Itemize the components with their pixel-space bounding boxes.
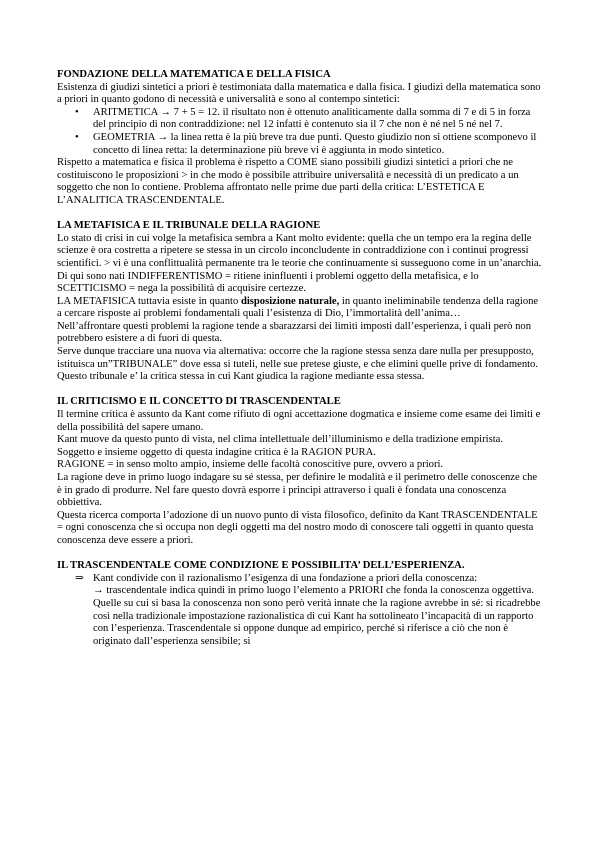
text-span: LA METAFISICA tuttavia esiste in quanto: [57, 295, 241, 307]
sub-paragraph: → trascendentale indica quindi in primo luogo l’elemento a PRIORI che fonda la conoscenza oggettiva. Quelle su cui si basa la conoscenza non sono però verità innate che la ragione avrebbe in sé: si ricadrebbe così nella tradizionale impostazione razionalistica di cui Kant ha sottolineato l’incapacità di un rapporto con l’esperienza. Trascendentale si oppone dunque ad empirico, perché si riferisce a ciò che non è originato dall’esperienza sensibile; si: [93, 585, 541, 647]
paragraph: Serve dunque tracciare una nuova via alternativa: occorre che la ragione stessa senza dare nulla per presupposto, istituisca un”TRIBUNALE” dove essa si tuteli, nelle sue pretese giuste, e che elimini quelle prive di fondamento.: [57, 346, 539, 370]
list-item: [57, 107, 543, 132]
paragraph: Lo stato di crisi in cui volge la metafisica sembra a Kant molto evidente: quella che un tempo era la regina delle scienze è ora costretta a ripetere se stessa in un circolo inconcludente in contraddizione con i continui progressi scientifici. > vi è una conflittualità permanente tra le teorie che continuamente si susseguono come in un’anarchia. Di qui sono nati INDIFFERENTISMO = ritiene ininfluenti i problemi oggetto della metafisica, e lo SCETTICISMO = nega la possibilità di acquisire certezze.: [57, 232, 542, 295]
bold-term: disposizione naturale,: [240, 295, 340, 307]
bullet-list: [57, 107, 543, 157]
double-arrow-icon: ⇒: [75, 572, 84, 584]
list-item-text: GEOMETRIA → la linea retta è la più breve tra due punti. Questo giudizio non si ottiene scomponevo il concetto di linea retta: la determinazione più breve vi è aggiunta in modo sintetico.: [93, 131, 537, 156]
list-item: [57, 132, 543, 157]
text-span: in quanto ineliminabile tendenza della ragione a cercare risposte ai problemi fondamentali quali l’esistenza di Dio, l’immortalità dell’anima…: [57, 295, 539, 320]
section-title-metafisica: LA METAFISICA E IL TRIBUNALE DELLA RAGIONE: [57, 220, 321, 232]
paragraph: RAGIONE = in senso molto ampio, insieme delle facoltà conoscitive pure, ovvero a priori.: [57, 459, 444, 471]
paragraph: Questa ricerca comporta l’adozione di un nuovo punto di vista filosofico, definito da Kant TRASCENDENTALE = ogni conoscenza che si occupa non degli oggetti ma del nostro modo di conoscere tali oggetti in quanto questa conoscenza deve essere a priori.: [57, 509, 538, 546]
paragraph: Questo tribunale e’ la critica stessa in cui Kant giudica la ragione mediante essa stessa.: [57, 371, 425, 383]
section-title-trascendentale: IL TRASCENDENTALE COME CONDIZIONE E POSSIBILITA’ DELL’ESPERIENZA.: [57, 560, 465, 572]
paragraph: Kant muove da questo punto di vista, nel clima intellettuale dell’illuminismo e della tradizione empirista. Soggetto e insieme oggetto di questa indagine critica è la RAGION PURA.: [57, 434, 504, 458]
section-title-criticismo: IL CRITICISMO E IL CONCETTO DI TRASCENDENTALE: [57, 396, 341, 408]
list-item-text: Kant condivide con il razionalismo l’esigenza di una fondazione a priori della conoscenza:: [93, 572, 478, 584]
bullet-icon: •: [75, 106, 79, 118]
paragraph: Nell’affrontare questi problemi la ragione tende a sbarazzarsi dei limiti imposti dall’esperienza, i quali però non potrebbero esistere a di fuori di questa.: [57, 320, 531, 345]
paragraph: La ragione deve in primo luogo indagare su sé stessa, per definire le modalità e il perimetro delle conoscenze che è in grado di produrre. Nel fare questo dovrà esporre i principi attraverso i quali è fondata una conoscenza obbiettiva.: [57, 472, 538, 509]
paragraph: Il termine critica è assunto da Kant come rifiuto di ogni accettazione dogmatica e insieme come esame dei limiti e della possibilità del sapere umano.: [57, 409, 541, 433]
paragraph: [57, 296, 543, 321]
paragraph: Rispetto a matematica e fisica il problema è rispetto a COME siano possibili giudizi sintetici a priori che ne costituiscono le proposizioni > in che modo è possibile attribuire universalità e necessità di un predicato a un soggetto che non lo contiene. Problema affrontato nelle prime due parti della critica: L’ESTETICA E L’ANALITICA TRASCENDENTALE.: [57, 157, 519, 206]
list-item: [57, 573, 543, 586]
paragraph: Esistenza di giudizi sintetici a priori è testimoniata dalla matematica e dalla fisica. I giudizi della matematica sono a priori in quanto godono di necessità e universalità e sono al contempo sintetici:: [57, 81, 541, 106]
document-page: [57, 69, 543, 648]
bullet-icon: •: [75, 131, 79, 143]
list-item-text: ARITMETICA → 7 + 5 = 12. il risultato non è ottenuto analiticamente dalla somma di 7 e di 5 in forza del principio di non contraddizione: nel 12 infatti è contenuto sia il 7 che non è né nel 5 né nel 7.: [93, 106, 531, 131]
section-title-fondazione: FONDAZIONE DELLA MATEMATICA E DELLA FISICA: [57, 69, 331, 80]
